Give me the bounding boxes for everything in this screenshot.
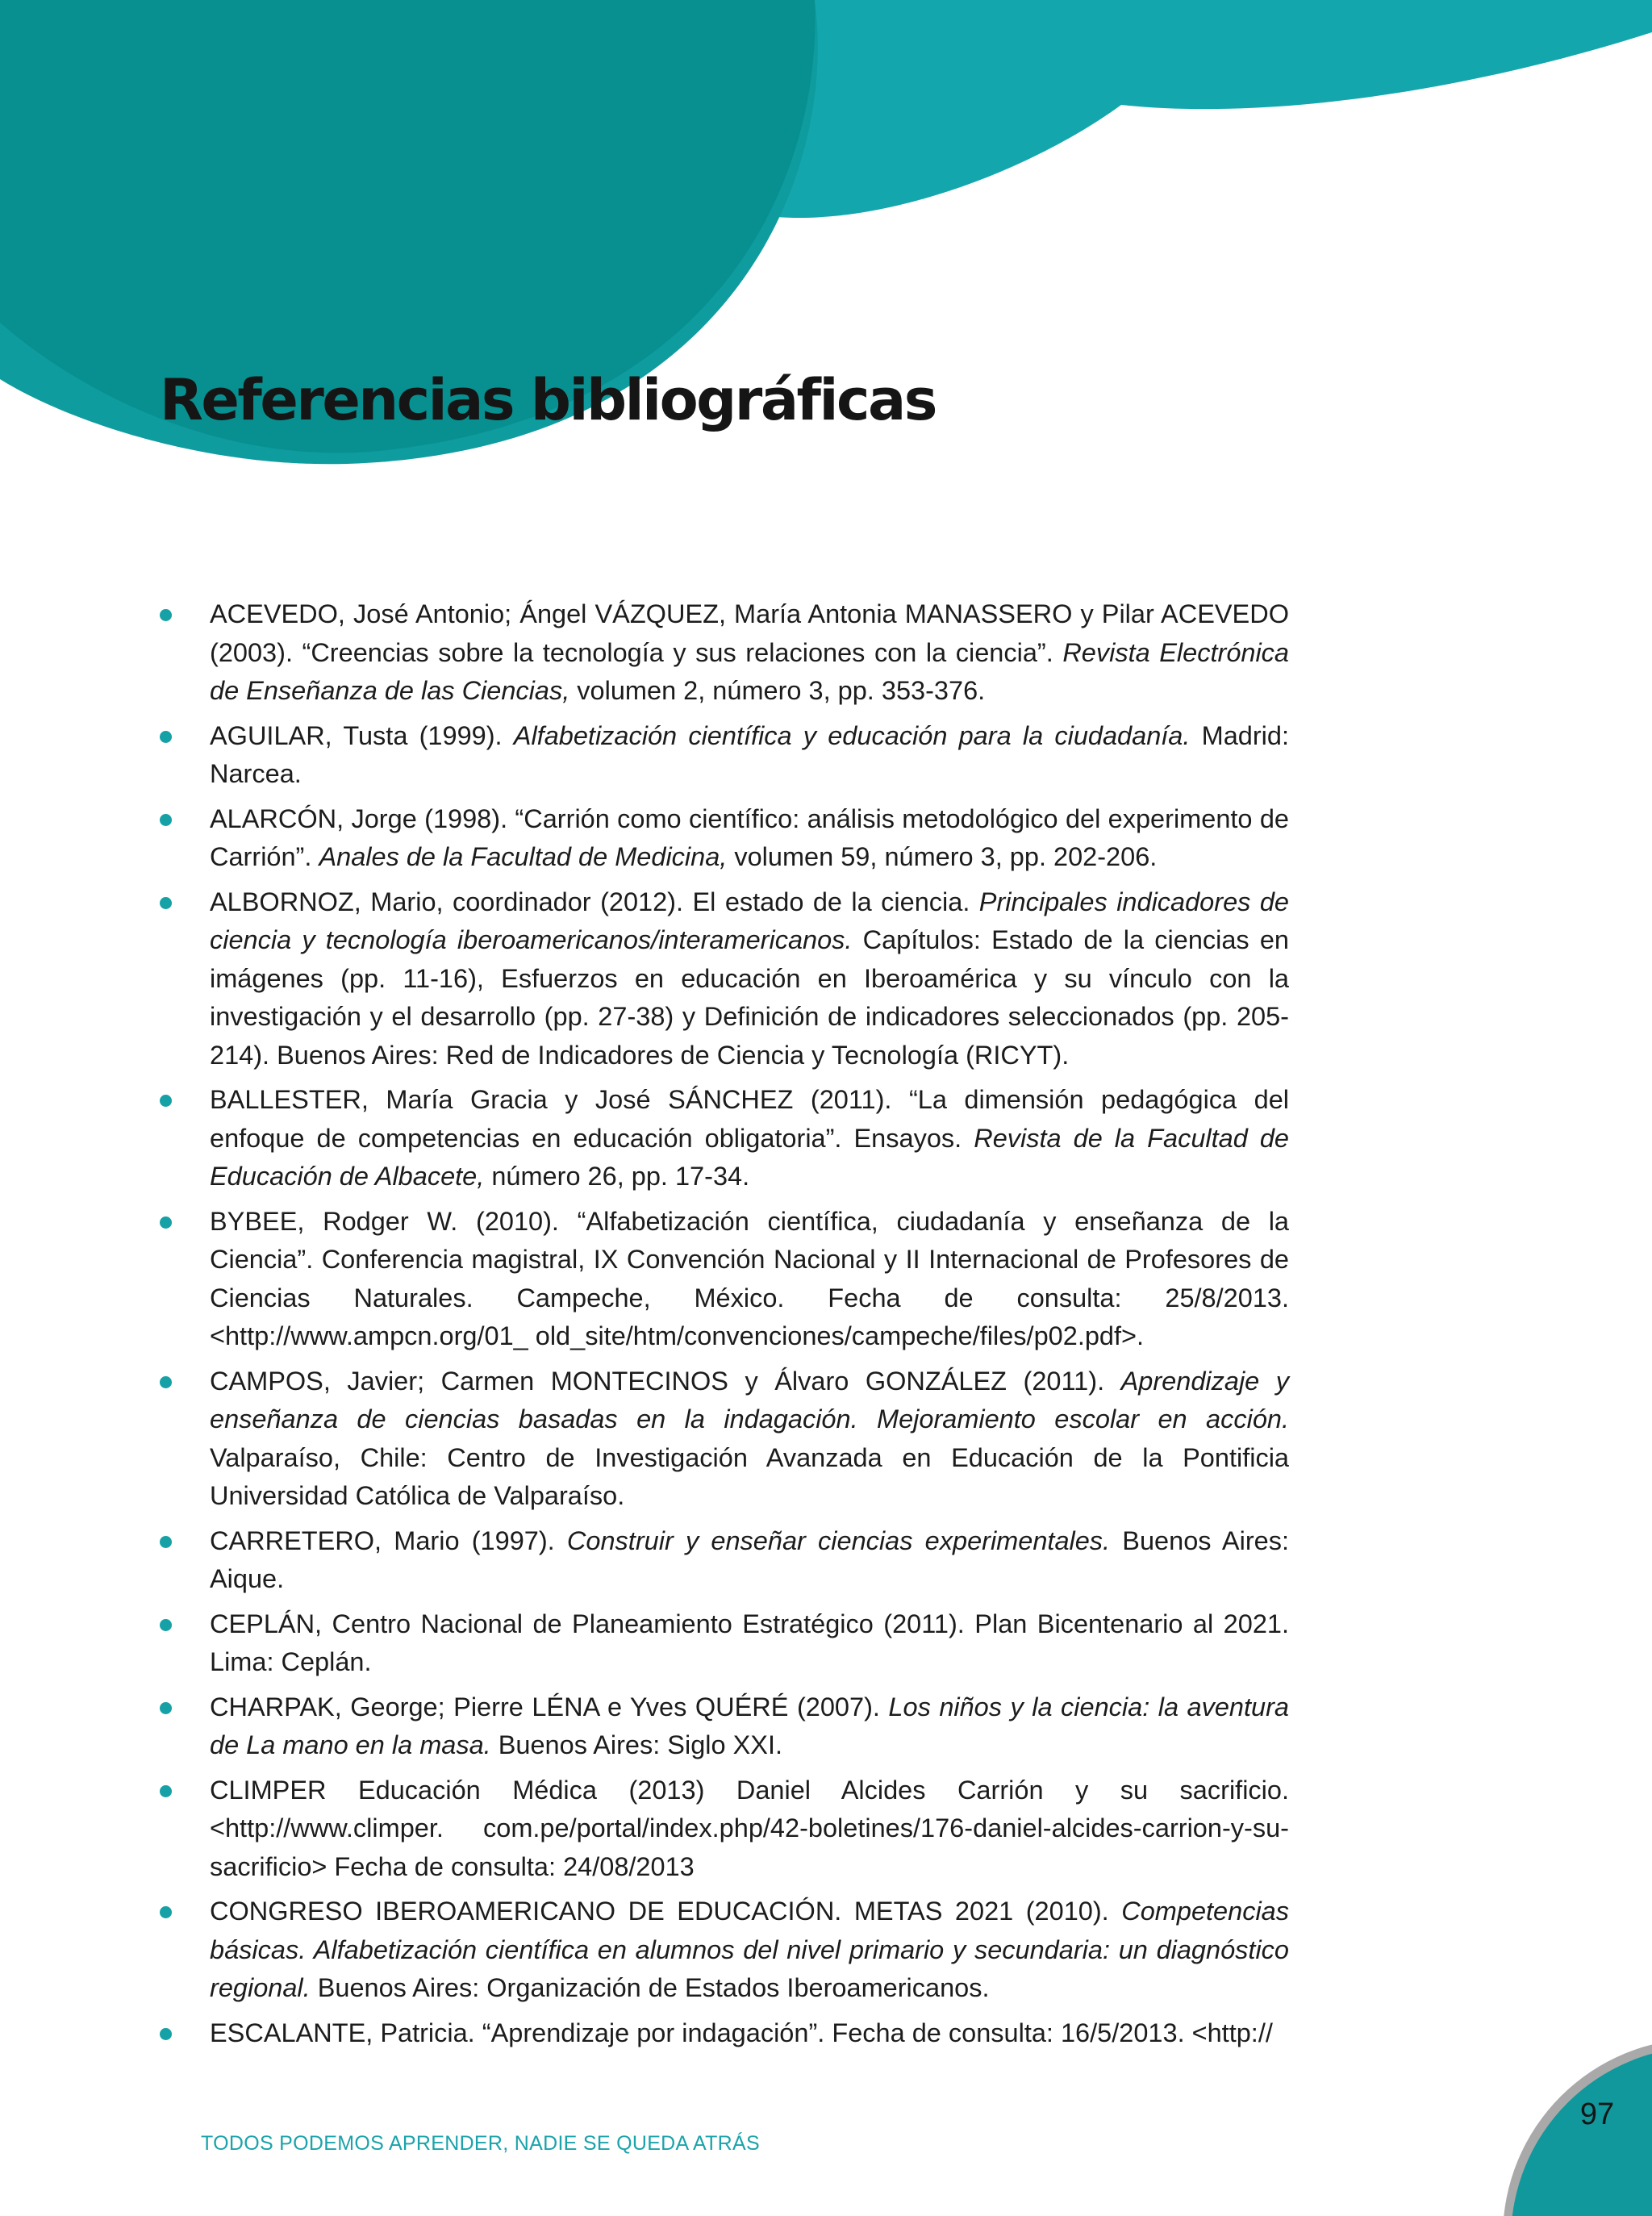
reference-item — [160, 2014, 1289, 2053]
reference-text: Buenos Aires: Siglo XXI. — [490, 1730, 783, 1759]
bullet-dot-icon — [160, 1376, 172, 1388]
reference-text: número 26, pp. 17-34. — [484, 1162, 750, 1191]
reference-item — [160, 1893, 1289, 2008]
reference-item — [160, 1688, 1289, 1765]
reference-italic-text: Construir y enseñar ciencias experimentales. — [566, 1525, 1111, 1555]
reference-italic-text: Revista de la Facultad de Educación de Albacete, — [210, 1123, 1289, 1191]
reference-item — [160, 1203, 1289, 1356]
reference-text: CLIMPER Educación Médica (2013) Daniel Alcides Carrión y su sacrificio. <http://www.climper. com.pe/portal/index.php/42-boletines/176-daniel-alcides-carrion-y-su-sacrificio> Fecha de consulta: 24/08/2013 — [210, 1775, 1289, 1881]
reference-text: ACEVEDO, José Antonio; Ángel VÁZQUEZ, María Antonia MANASSERO y Pilar ACEVEDO (2003). “Creencias sobre la tecnología y sus relaciones con la ciencia”. — [210, 599, 1289, 667]
reference-text: BALLESTER, María Gracia y José SÁNCHEZ (2011). “La dimensión pedagógica del enfoque de competencias en educación obligatoria”. Ensayos. — [210, 1085, 1289, 1153]
bullet-dot-icon — [160, 814, 172, 826]
bullet-dot-icon — [160, 897, 172, 909]
reference-text: Madrid: Narcea. — [210, 720, 1289, 788]
reference-text: CHARPAK, George; Pierre LÉNA e Yves QUÉRÉ (2007). — [210, 1692, 889, 1721]
bullet-dot-icon — [160, 1536, 172, 1548]
bullet-dot-icon — [160, 731, 172, 743]
bullet-dot-icon — [160, 609, 172, 621]
bullet-dot-icon — [160, 1619, 172, 1631]
reference-item — [160, 800, 1289, 877]
reference-italic-text: Los niños y la ciencia: la aventura de La mano en la masa. — [210, 1692, 1289, 1759]
reference-item — [160, 595, 1289, 711]
bullet-dot-icon — [160, 1785, 172, 1797]
reference-text: CARRETERO, Mario (1997). — [210, 1525, 567, 1555]
reference-item — [160, 883, 1289, 1075]
page-number: 97 — [1579, 2097, 1615, 2131]
reference-italic-text: Principales indicadores de ciencia y tecnología iberoamericanos/interamericanos. — [210, 887, 1289, 954]
reference-text: BYBEE, Rodger W. (2010). “Alfabetización científica, ciudadanía y enseñanza de la Ciencia”. Conferencia magistral, IX Convención Nacional y II Internacional de Profesores de Ciencias Naturales. Campeche, México. Fecha de consulta: 25/8/2013. <http://www.ampcn.org/01_ old_site/htm/convenciones/campeche/files/p02.pdf>. — [210, 1206, 1289, 1350]
reference-text: Capítulos: Estado de la ciencias en imágenes (pp. 11-16), Esfuerzos en educación en Iberoamérica y su vínculo con la investigación y el desarrollo (pp. 27-38) y Definición de indicadores seleccionados (pp. 205- 214). Buenos Aires: Red de Indicadores de Ciencia y Tecnología (RICYT). — [210, 925, 1290, 1070]
reference-item — [160, 1363, 1289, 1516]
reference-item — [160, 1081, 1289, 1196]
reference-italic-text: Anales de la Facultad de Medicina, — [319, 842, 728, 871]
reference-item — [160, 1522, 1289, 1599]
reference-text: CAMPOS, Javier; Carmen MONTECINOS y Álvaro GONZÁLEZ (2011). — [210, 1366, 1121, 1396]
bullet-dot-icon — [160, 1906, 172, 1918]
reference-italic-text: Competencias básicas. Alfabetización científica en alumnos del nivel primario y secundaria: un diagnóstico regional. — [210, 1897, 1289, 2002]
reference-text: Buenos Aires: Aique. — [210, 1525, 1289, 1593]
reference-text: CONGRESO IBEROAMERICANO DE EDUCACIÓN. METAS 2021 (2010). — [210, 1897, 1122, 1926]
reference-text: ALARCÓN, Jorge (1998). “Carrión como científico: análisis metodológico del experimento de Carrión”. — [210, 803, 1289, 871]
reference-text: CEPLÁN, Centro Nacional de Planeamiento Estratégico (2011). Plan Bicentenario al 2021. Lima: Ceplán. — [210, 1609, 1289, 1676]
reference-text: ALBORNOZ, Mario, coordinador (2012). El estado de la ciencia. — [210, 887, 979, 916]
reference-item — [160, 717, 1289, 794]
reference-text: volumen 59, número 3, pp. 202-206. — [727, 842, 1158, 871]
reference-text: volumen 2, número 3, pp. 353-376. — [569, 676, 986, 705]
reference-item — [160, 1772, 1289, 1887]
reference-list — [160, 595, 1289, 2059]
reference-item — [160, 1605, 1289, 1682]
reference-text: AGUILAR, Tusta (1999). — [210, 720, 514, 750]
bullet-dot-icon — [160, 1095, 172, 1107]
reference-italic-text: Aprendizaje y enseñanza de ciencias basadas en la indagación. Mejoramiento escolar en acción. — [210, 1366, 1290, 1434]
page-title: Referencias bibliográficas — [160, 367, 936, 433]
reference-text: ESCALANTE, Patricia. “Aprendizaje por indagación”. Fecha de consulta: 16/5/2013. <http:// — [210, 2018, 1273, 2047]
reference-italic-text: Alfabetización científica y educación para la ciudadanía. — [513, 720, 1191, 750]
bullet-dot-icon — [160, 1702, 172, 1714]
reference-text: Buenos Aires: Organización de Estados Iberoamericanos. — [310, 1973, 990, 2002]
footer-text: TODOS PODEMOS APRENDER, NADIE SE QUEDA ATRÁS — [201, 2132, 760, 2155]
bullet-dot-icon — [160, 2028, 172, 2040]
bullet-dot-icon — [160, 1217, 172, 1229]
reference-italic-text: Revista Electrónica de Enseñanza de las Ciencias, — [210, 637, 1290, 705]
reference-text: Valparaíso, Chile: Centro de Investigación Avanzada en Educación de la Pontificia Universidad Católica de Valparaíso. — [210, 1442, 1289, 1510]
